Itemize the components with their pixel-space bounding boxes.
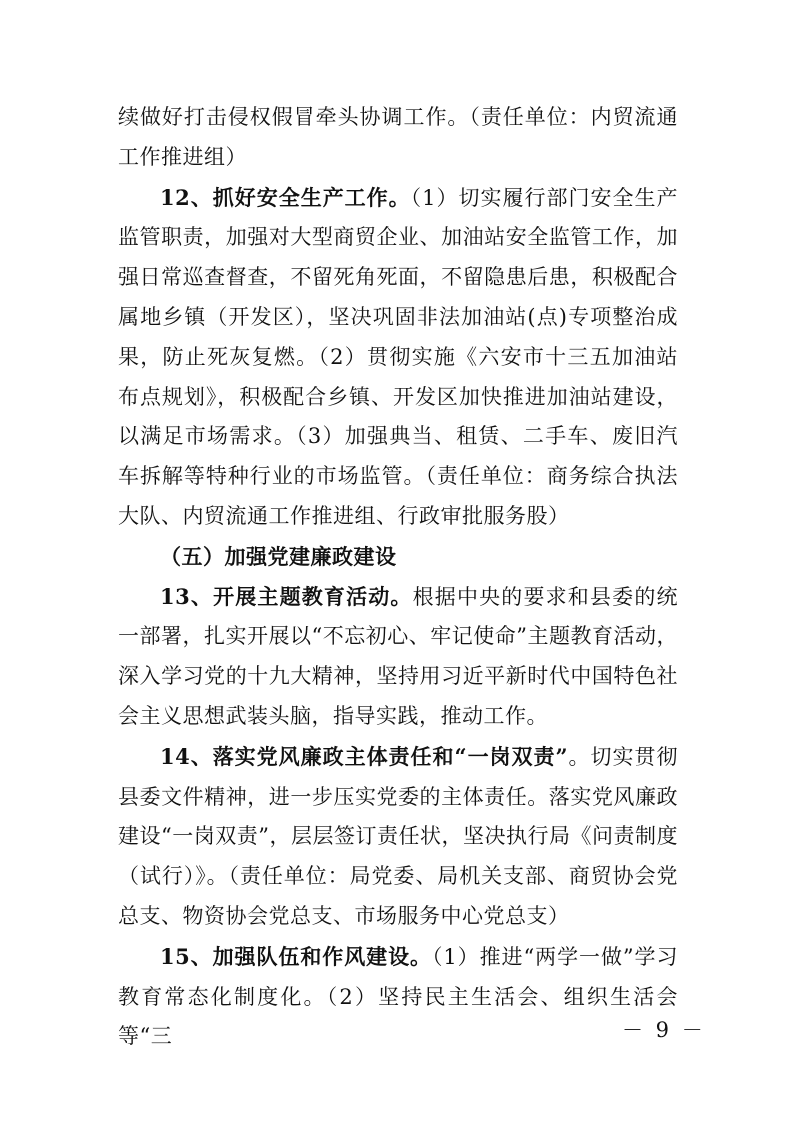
section-heading: （五）加强党建廉政建设: [160, 543, 397, 569]
document-body: [118, 98, 678, 1057]
page-number: － 9 －: [622, 1018, 706, 1042]
paragraph-text: 根据中央的要求和县委的统一部署，扎实开展以“不忘初心、牢记使命”主题教育活动，深入学习党的十九大精神，坚持用习近平新时代中国特色社会主义思想武装头脑，指导实践，推动工作。: [118, 584, 678, 728]
paragraph-lead: 12、抓好安全生产工作。: [160, 184, 411, 210]
paragraph-item-15: [118, 937, 678, 1057]
paragraph-item-12: [118, 178, 678, 537]
paragraph-text: （1）切实履行部门安全生产监管职责，加强对大型商贸企业、加油站安全监管工作，加强日常巡查督查，不留死角死面，不留隐患后患，积极配合属地乡镇（开发区），坚决巩固非法加油站(点)专项整治成果，防止死灰复燃。（2）贯彻实施《六安市十三五加油站布点规划》，积极配合乡镇、开发区加快推进加油站建设，以满足市场需求。（3）加强典当、租赁、二手车、废旧汽车拆解等特种行业的市场监管。（责任单位：商务综合执法大队、内贸流通工作推进组、行政审批服务股）: [118, 185, 678, 528]
paragraph-item-14: [118, 737, 678, 937]
paragraph-continuation: [118, 98, 678, 178]
paragraph-text: （1）推进“两学一做”学习教育常态化制度化。（2）坚持民主生活会、组织生活会等“三: [118, 944, 678, 1049]
paragraph-text: 。切实贯彻县委文件精神，进一步压实党委的主体责任。落实党风廉政建设“一岗双责”，层层签订责任状，坚决执行局《问责制度（试行）》。（责任单位：局党委、局机关支部、商贸协会党总支、物资协会党总支、市场服务中心党总支）: [118, 744, 678, 928]
paragraph-text: 续做好打击侵权假冒牵头协调工作。（责任单位：内贸流通工作推进组）: [118, 105, 678, 169]
paragraph-item-13: [118, 577, 678, 737]
paragraph-lead: 15、加强队伍和作风建设。: [160, 943, 432, 969]
paragraph-lead: 14、落实党风廉政主体责任和“一岗双责”: [160, 743, 569, 769]
paragraph-lead: 13、开展主题教育活动。: [160, 583, 413, 609]
